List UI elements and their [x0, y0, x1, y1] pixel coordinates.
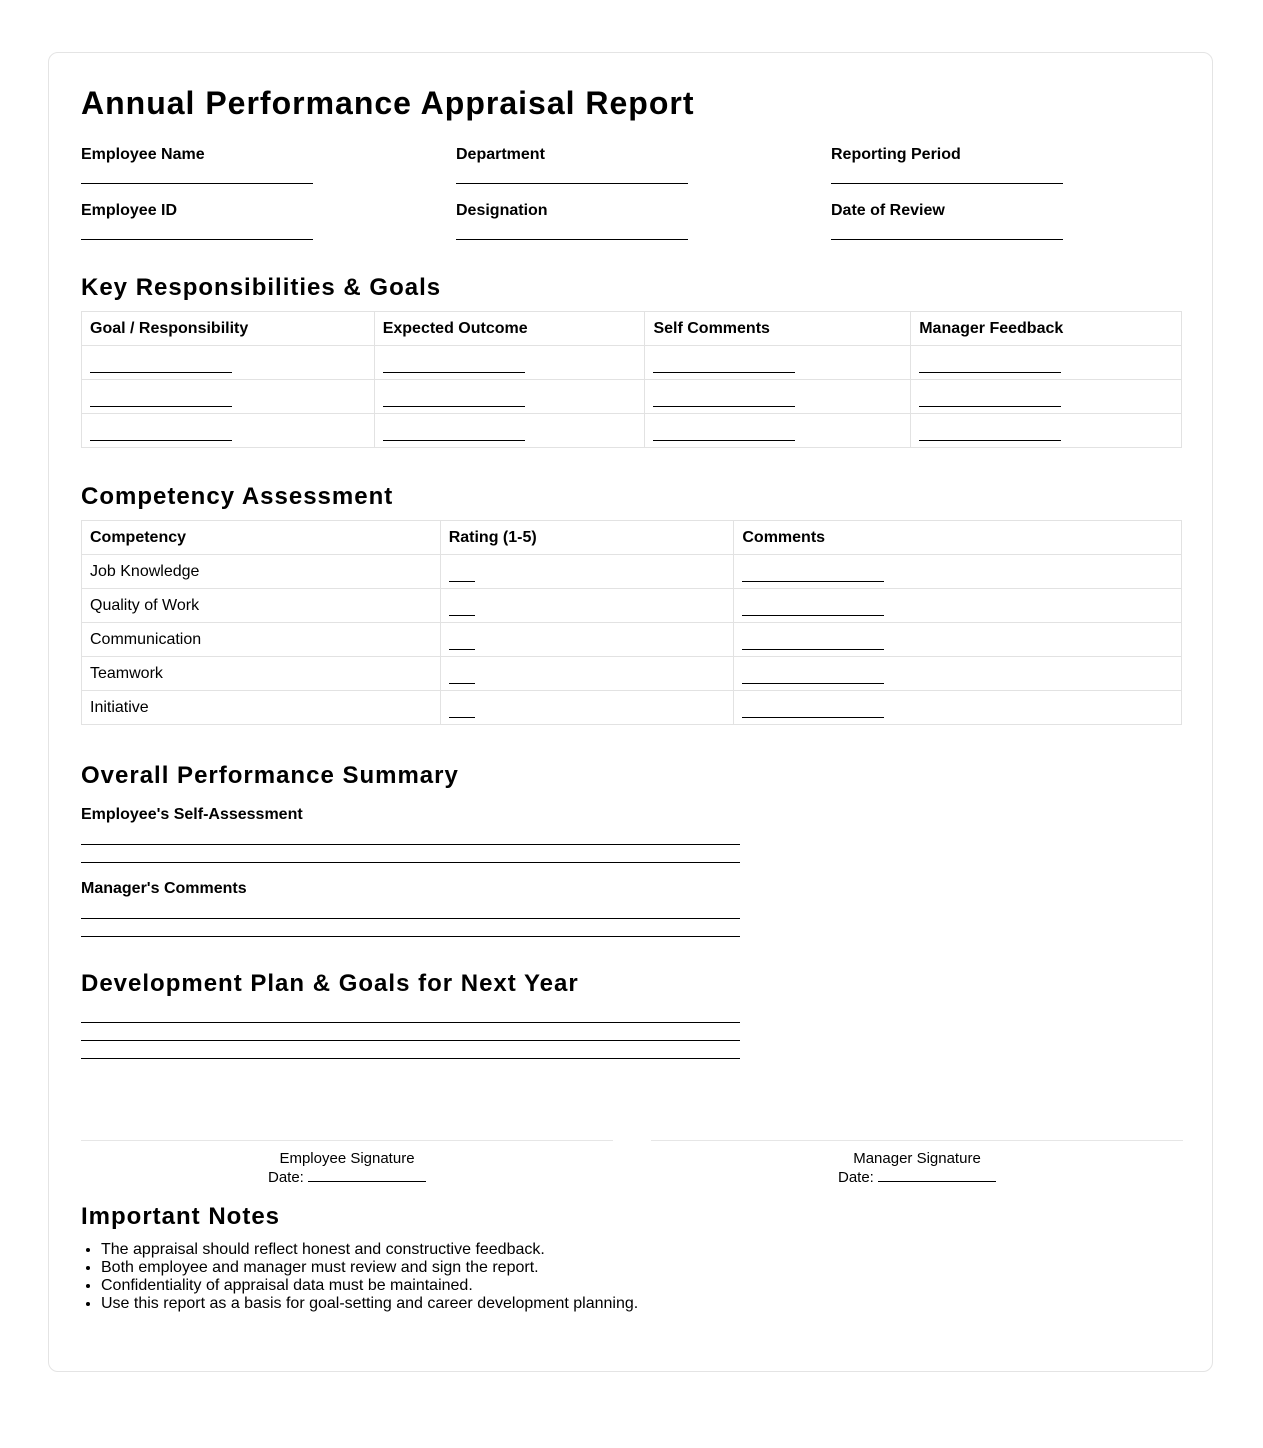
table-row — [82, 346, 1182, 380]
table-row — [82, 414, 1182, 448]
competency-name: Teamwork — [82, 657, 441, 691]
column-header: Manager Feedback — [911, 312, 1182, 346]
rating-field[interactable] — [449, 561, 475, 582]
list-item: • Use this report as a basis for goal-setting and career development planning. — [101, 1295, 1101, 1313]
info-label: Employee Name — [81, 146, 205, 163]
goal-field[interactable] — [90, 352, 232, 373]
info-label: Date of Review — [831, 202, 945, 219]
section-heading-responsibilities: Key Responsibilities & Goals — [81, 274, 442, 301]
table-cell — [440, 657, 734, 691]
table-cell — [374, 346, 645, 380]
department-field[interactable] — [456, 165, 688, 184]
date-of-review-field[interactable] — [831, 221, 1063, 240]
expected-outcome-field[interactable] — [383, 352, 525, 373]
info-reporting-period — [831, 145, 1181, 185]
signature-date-row — [651, 1167, 1183, 1186]
rating-field[interactable] — [449, 663, 475, 684]
comments-field[interactable] — [742, 595, 884, 616]
table-row — [82, 555, 1182, 589]
employee-date-field[interactable] — [308, 1167, 426, 1182]
manager-feedback-field[interactable] — [919, 386, 1061, 407]
self-assessment-label: Employee's Self-Assessment — [81, 806, 303, 823]
manager-comments-line[interactable] — [81, 936, 740, 937]
manager-comments-label: Manager's Comments — [81, 880, 247, 897]
list-item: • The appraisal should reflect honest and constructive feedback. — [101, 1241, 1101, 1259]
table-cell — [440, 555, 734, 589]
manager-feedback-field[interactable] — [919, 420, 1061, 441]
reporting-period-field[interactable] — [831, 165, 1063, 184]
info-department — [456, 145, 831, 185]
responsibilities-table — [81, 311, 1182, 448]
manager-feedback-field[interactable] — [919, 352, 1061, 373]
list-item: • Both employee and manager must review and sign the report. — [101, 1259, 1101, 1277]
info-date-of-review — [831, 201, 1181, 241]
development-plan-line[interactable] — [81, 1040, 740, 1041]
competency-name: Quality of Work — [82, 589, 441, 623]
date-label: Date: — [267, 1169, 304, 1186]
goal-field[interactable] — [90, 420, 232, 441]
table-header-row — [82, 521, 1182, 555]
development-plan-line[interactable] — [81, 1058, 740, 1059]
table-header-row — [82, 312, 1182, 346]
section-heading-summary: Overall Performance Summary — [81, 762, 459, 789]
designation-field[interactable] — [456, 221, 688, 240]
table-cell — [374, 380, 645, 414]
page-title: Annual Performance Appraisal Report — [81, 85, 695, 121]
self-comments-field[interactable] — [653, 386, 795, 407]
column-header: Expected Outcome — [374, 312, 645, 346]
table-cell — [734, 657, 1182, 691]
info-label: Employee ID — [81, 202, 178, 219]
table-cell — [734, 555, 1182, 589]
table-cell — [734, 691, 1182, 725]
table-cell — [645, 380, 911, 414]
rating-field[interactable] — [449, 629, 475, 650]
table-cell — [440, 691, 734, 725]
competency-name: Communication — [82, 623, 441, 657]
list-item: • Confidentiality of appraisal data must be maintained. — [101, 1277, 1101, 1295]
table-cell — [374, 414, 645, 448]
column-header: Comments — [734, 521, 1182, 555]
self-assessment-line[interactable] — [81, 844, 740, 845]
table-row — [82, 691, 1182, 725]
appraisal-form — [48, 52, 1213, 1372]
section-heading-competency: Competency Assessment — [81, 483, 394, 510]
table-cell — [911, 414, 1182, 448]
column-header: Self Comments — [645, 312, 911, 346]
section-heading-notes: Important Notes — [81, 1203, 281, 1230]
employee-info-grid — [81, 145, 1181, 241]
table-cell — [911, 346, 1182, 380]
table-row — [82, 589, 1182, 623]
comments-field[interactable] — [742, 629, 884, 650]
section-heading-development: Development Plan & Goals for Next Year — [81, 970, 579, 997]
table-cell — [734, 623, 1182, 657]
employee-name-field[interactable] — [81, 165, 313, 184]
table-row — [82, 623, 1182, 657]
table-cell — [734, 589, 1182, 623]
comments-field[interactable] — [742, 561, 884, 582]
expected-outcome-field[interactable] — [383, 420, 525, 441]
info-designation — [456, 201, 831, 241]
column-header: Goal / Responsibility — [82, 312, 375, 346]
notes-list — [81, 1241, 1101, 1313]
info-label: Reporting Period — [831, 146, 961, 163]
date-label: Date: — [837, 1169, 874, 1186]
self-comments-field[interactable] — [653, 420, 795, 441]
competency-name: Initiative — [82, 691, 441, 725]
rating-field[interactable] — [449, 697, 475, 718]
info-label: Department — [456, 146, 545, 163]
table-row — [82, 657, 1182, 691]
table-cell — [911, 380, 1182, 414]
column-header: Rating (1-5) — [440, 521, 734, 555]
info-employee-id — [81, 201, 456, 241]
employee-signature-label: Employee Signature — [279, 1150, 415, 1167]
employee-signature-block — [81, 1140, 613, 1186]
info-employee-name — [81, 145, 456, 185]
table-cell — [440, 589, 734, 623]
manager-date-field[interactable] — [878, 1167, 996, 1182]
employee-id-field[interactable] — [81, 221, 313, 240]
table-cell — [440, 623, 734, 657]
self-assessment-line[interactable] — [81, 862, 740, 863]
table-cell — [82, 380, 375, 414]
rating-field[interactable] — [449, 595, 475, 616]
table-row — [82, 380, 1182, 414]
manager-comments-line[interactable] — [81, 918, 740, 919]
column-header: Competency — [82, 521, 441, 555]
competency-name: Job Knowledge — [82, 555, 441, 589]
expected-outcome-field[interactable] — [383, 386, 525, 407]
comments-field[interactable] — [742, 663, 884, 684]
table-cell — [645, 346, 911, 380]
table-cell — [645, 414, 911, 448]
manager-signature-label: Manager Signature — [853, 1150, 981, 1167]
goal-field[interactable] — [90, 386, 232, 407]
competency-table — [81, 520, 1182, 725]
development-plan-line[interactable] — [81, 1022, 740, 1023]
table-cell — [82, 414, 375, 448]
signature-date-row — [81, 1167, 613, 1186]
comments-field[interactable] — [742, 697, 884, 718]
self-comments-field[interactable] — [653, 352, 795, 373]
manager-signature-block — [651, 1140, 1183, 1186]
table-cell — [82, 346, 375, 380]
info-label: Designation — [456, 202, 548, 219]
